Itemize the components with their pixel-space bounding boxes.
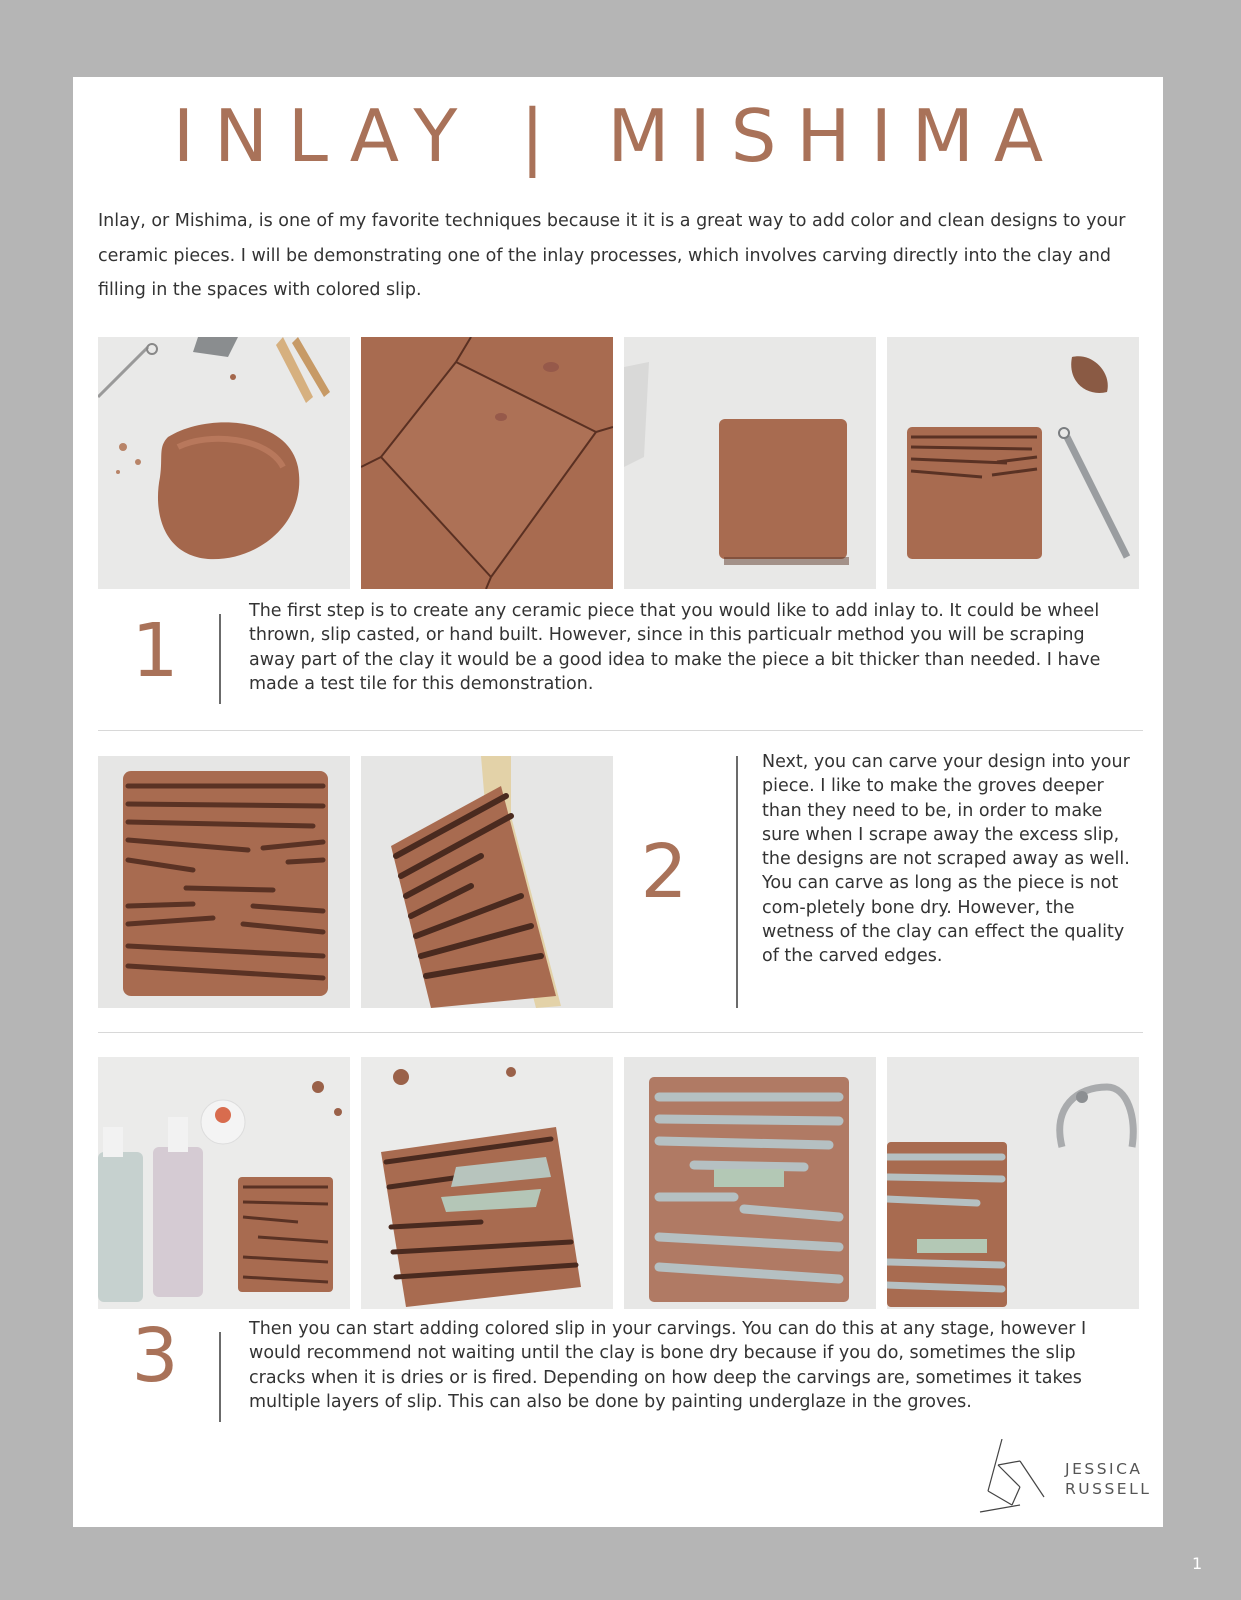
step-1-divider	[219, 614, 221, 704]
step-2-text: Next, you can carve your design into your piece. I like to make the groves deeper than they need to be, in order to make sure when I scrape away the excess slip, the designs are not scraped away as well. You can carve as long as the piece is not com-pletely bone dry. However, the wetness of the clay can effect the quality of the carved edges.	[762, 752, 1130, 967]
author-last-name: RUSSELL	[1065, 1480, 1152, 1498]
intro-paragraph: Inlay, or Mishima, is one of my favorite techniques because it it is a great way to add color and clean designs to your ceramic pieces. I will be demonstrating one of the inlay processes, which involves carving directly into the clay and filling in the spaces with colored slip.	[98, 211, 1126, 300]
photo-scraping	[887, 1057, 1139, 1309]
photo-test-tile	[624, 337, 876, 589]
author-first-name: JESSICA	[1065, 1460, 1143, 1478]
photo-slip-filled	[624, 1057, 876, 1309]
step-2-number: 2	[640, 829, 688, 915]
photo-slip-bottles	[98, 1057, 350, 1309]
page-title: INLAY | MISHIMA	[172, 94, 1064, 178]
page-number: 1	[1192, 1554, 1203, 1573]
section-divider-1	[98, 730, 1143, 731]
step-1-number: 1	[131, 608, 179, 694]
step-3-divider	[219, 1332, 221, 1422]
photo-carved-tile	[98, 756, 350, 1008]
step-3-number: 3	[131, 1313, 179, 1399]
document-page	[73, 77, 1163, 1527]
photo-carved-tile-closeup	[361, 756, 613, 1008]
author-logo	[978, 1439, 1178, 1514]
photo-carving-tile	[887, 337, 1139, 589]
photo-cut-slab	[361, 337, 613, 589]
author-name	[1065, 1459, 1151, 1499]
constellation-logo-icon	[978, 1439, 1058, 1514]
step-1-text: The first step is to create any ceramic piece that you would like to add inlay to. It could be wheel thrown, slip casted, or hand built. However, since in this particualr method you will be scraping away part of the clay it would be a good idea to make the piece a bit thicker than needed. I have made a test tile for this demonstration.	[249, 601, 1101, 694]
section-divider-2	[98, 1032, 1143, 1033]
photo-clay-ball	[98, 337, 350, 589]
step-2-divider	[736, 756, 738, 1008]
photo-slip-application	[361, 1057, 613, 1309]
step-3-text: Then you can start adding colored slip in your carvings. You can do this at any stage, however I would recommend not waiting until the clay is bone dry because if you do, sometimes the slip cracks when it is dries or is fired. Depending on how deep the carvings are, sometimes it takes multiple layers of slip. This can also be done by painting underglaze in the groves.	[249, 1319, 1087, 1412]
